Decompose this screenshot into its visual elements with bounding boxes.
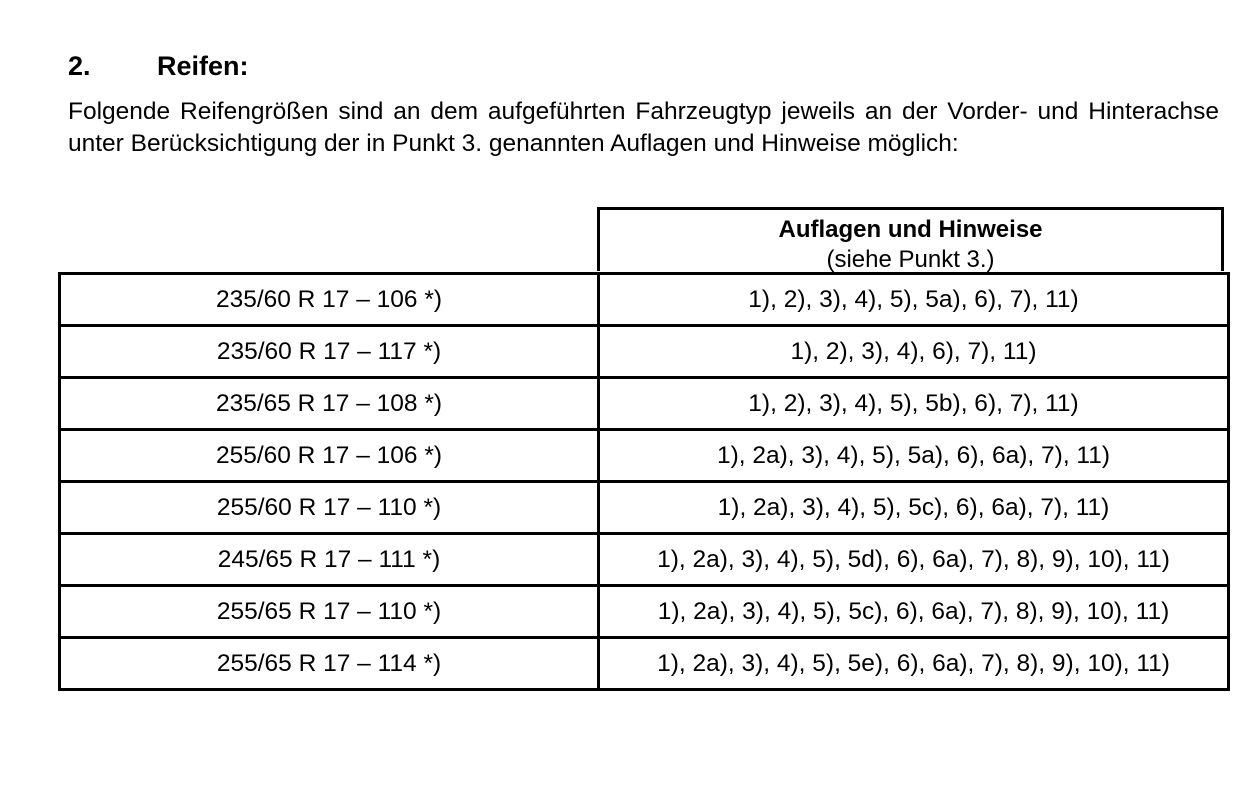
- section-number: 2.: [68, 51, 91, 81]
- tire-size-table: [58, 272, 1230, 691]
- tire-size-cell: 255/65 R 17 – 110 *): [60, 586, 599, 638]
- tire-size-cell: 235/65 R 17 – 108 *): [60, 378, 599, 430]
- table-row: [60, 586, 1229, 638]
- table-row: [60, 378, 1229, 430]
- table-row: [60, 638, 1229, 690]
- tire-size-cell: 235/60 R 17 – 106 *): [60, 274, 599, 326]
- notes-header-title: Auflagen und Hinweise: [778, 216, 1043, 243]
- tire-size-cell: 255/60 R 17 – 110 *): [60, 482, 599, 534]
- table-row: [60, 482, 1229, 534]
- notes-cell: 1), 2a), 3), 4), 5), 5a), 6), 6a), 7), 11): [599, 430, 1229, 482]
- notes-cell: 1), 2a), 3), 4), 5), 5e), 6), 6a), 7), 8), 9), 10), 11): [599, 638, 1229, 690]
- notes-cell: 1), 2), 3), 4), 6), 7), 11): [599, 326, 1229, 378]
- table-row: [60, 534, 1229, 586]
- notes-cell: 1), 2a), 3), 4), 5), 5c), 6), 6a), 7), 8), 9), 10), 11): [599, 586, 1229, 638]
- notes-cell: 1), 2), 3), 4), 5), 5b), 6), 7), 11): [599, 378, 1229, 430]
- notes-cell: 1), 2a), 3), 4), 5), 5d), 6), 6a), 7), 8), 9), 10), 11): [599, 534, 1229, 586]
- notes-cell: 1), 2a), 3), 4), 5), 5c), 6), 6a), 7), 11): [599, 482, 1229, 534]
- tire-size-cell: 245/65 R 17 – 111 *): [60, 534, 599, 586]
- notes-column-header: [597, 207, 1224, 271]
- tire-size-cell: 235/60 R 17 – 117 *): [60, 326, 599, 378]
- tire-size-cell: 255/65 R 17 – 114 *): [60, 638, 599, 690]
- notes-header-subtitle: (siehe Punkt 3.): [826, 246, 995, 273]
- table-row: [60, 430, 1229, 482]
- section-title: Reifen:: [157, 51, 249, 81]
- section-heading: [68, 48, 249, 84]
- table-row: [60, 326, 1229, 378]
- table-row: [60, 274, 1229, 326]
- intro-paragraph: Folgende Reifengrößen sind an dem aufgeführten Fahrzeugtyp jeweils an der Vorder- und Hinterachse unter Berücksichtigung der in Punkt 3. genannten Auflagen und Hinweise möglich:: [68, 98, 1219, 157]
- notes-cell: 1), 2), 3), 4), 5), 5a), 6), 7), 11): [599, 274, 1229, 326]
- tire-size-cell: 255/60 R 17 – 106 *): [60, 430, 599, 482]
